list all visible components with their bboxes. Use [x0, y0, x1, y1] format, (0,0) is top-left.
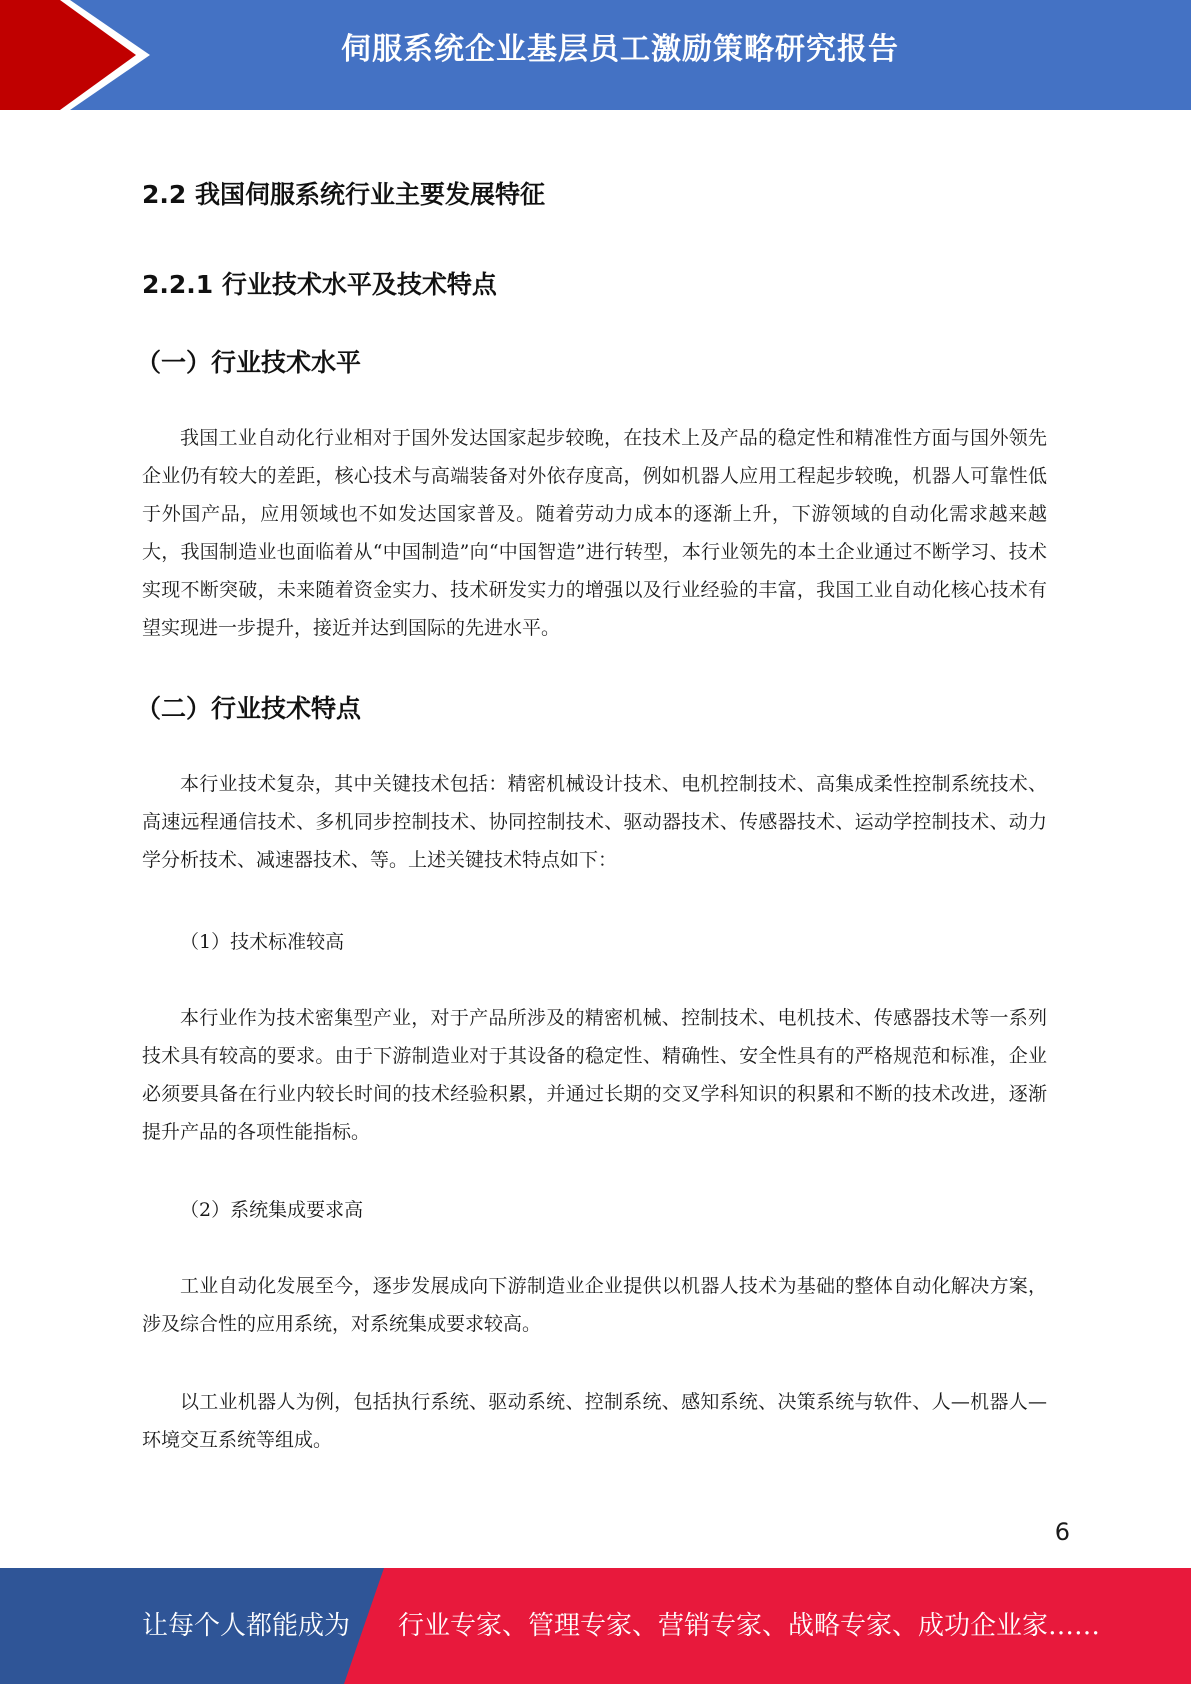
page-footer: [0, 1568, 1191, 1684]
footer-slogan-left: 让每个人都能成为: [142, 1611, 351, 1641]
footer-slogan-right: 行业专家、管理专家、营销专家、战略专家、成功企业家……: [398, 1611, 1101, 1641]
part1-title: （一）行业技术水平: [136, 348, 362, 377]
item1-heading: （1）技术标准较高: [180, 931, 345, 953]
part2-paragraph: 本行业技术复杂，其中关键技术包括：精密机械设计技术、电机控制技术、高集成柔性控制系统技术、高速远程通信技术、多机同步控制技术、协同控制技术、驱动器技术、传感器技术、运动学控制技术、动力学分析技术、减速器技术、等。上述关键技术特点如下：: [142, 773, 1047, 871]
page-header: [0, 0, 1191, 110]
item2-paragraph-1: 工业自动化发展至今，逐步发展成向下游制造业企业提供以机器人技术为基础的整体自动化解决方案，涉及综合性的应用系统，对系统集成要求较高。: [142, 1275, 1047, 1335]
part2-title: （二）行业技术特点: [136, 694, 362, 723]
page-number: 6: [1054, 1518, 1070, 1546]
report-title: 伺服系统企业基层员工激励策略研究报告: [341, 32, 899, 67]
page-content: [136, 175, 1047, 1459]
item2-paragraph-2: 以工业机器人为例，包括执行系统、驱动系统、控制系统、感知系统、决策系统与软件、人—机器人—环境交互系统等组成。: [142, 1391, 1047, 1451]
subsection-title: 2.2.1 行业技术水平及技术特点: [142, 270, 497, 299]
part1-paragraph: 我国工业自动化行业相对于国外发达国家起步较晚，在技术上及产品的稳定性和精准性方面与国外领先企业仍有较大的差距，核心技术与高端装备对外依存度高，例如机器人应用工程起步较晚，机器人可靠性低于外国产品，应用领域也不如发达国家普及。随着劳动力成本的逐渐上升，下游领域的自动化需求越来越大，我国制造业也面临着从“中国制造”向“中国智造”进行转型，本行业领先的本土企业通过不断学习、技术实现不断突破，未来随着资金实力、技术研发实力的增强以及行业经验的丰富，我国工业自动化核心技术有望实现进一步提升，接近并达到国际的先进水平。: [142, 427, 1047, 639]
item1-paragraph: 本行业作为技术密集型产业，对于产品所涉及的精密机械、控制技术、电机技术、传感器技术等一系列技术具有较高的要求。由于下游制造业对于其设备的稳定性、精确性、安全性具有的严格规范和标准，企业必须要具备在行业内较长时间的技术经验积累，并通过长期的交叉学科知识的积累和不断的技术改进，逐渐提升产品的各项性能指标。: [142, 1007, 1047, 1143]
section-title: 2.2 我国伺服系统行业主要发展特征: [142, 180, 545, 209]
item2-heading: （2）系统集成要求高: [180, 1199, 364, 1221]
